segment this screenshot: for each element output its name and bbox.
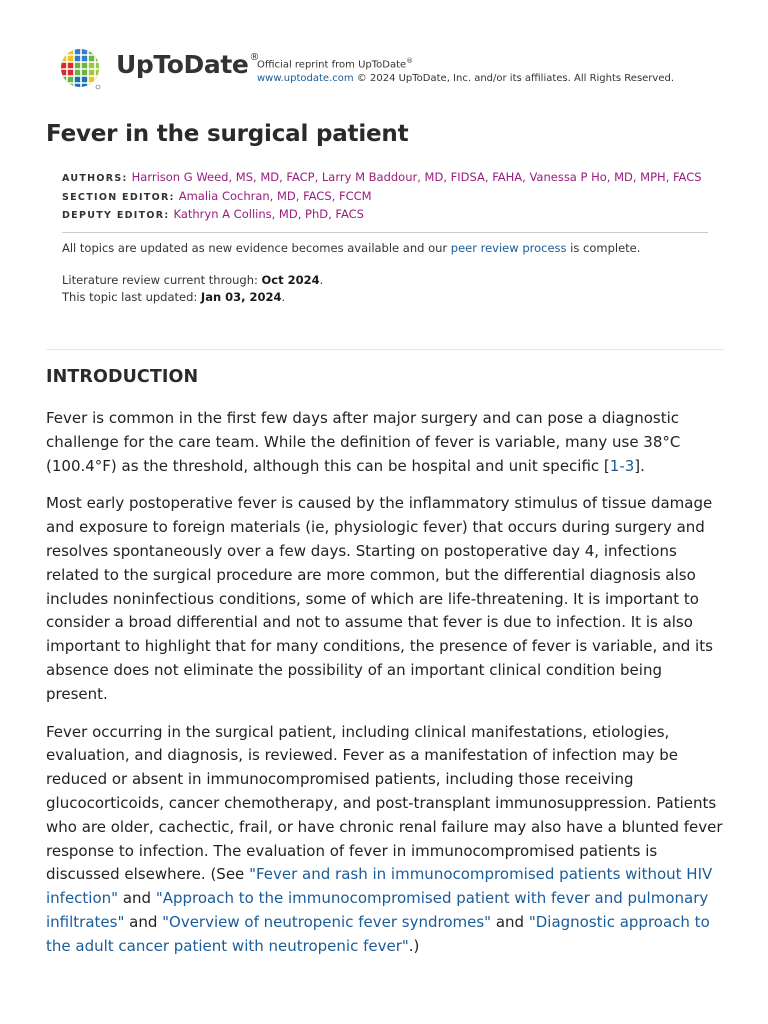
section-divider: [46, 349, 724, 350]
literature-review-label: Literature review current through:: [62, 273, 262, 287]
last-updated-period: .: [281, 290, 286, 304]
page-title: Fever in the surgical patient: [46, 121, 409, 147]
deputy-editor-name[interactable]: Kathryn A Collins, MD, PhD, FACS: [173, 207, 364, 221]
section-editor-name[interactable]: Amalia Cochran, MD, FACS, FCCM: [178, 188, 372, 203]
introduction-heading: INTRODUCTION: [46, 367, 199, 387]
site-header: [60, 46, 740, 90]
conjunction-and: and: [491, 912, 529, 931]
topics-note-prefix: All topics are updated as new evidence becomes available and our: [62, 241, 451, 255]
intro-p3-end: .): [408, 936, 420, 955]
intro-p1-end: ].: [634, 456, 645, 475]
topics-update-note: [62, 241, 640, 255]
authors-names[interactable]: Harrison G Weed, MS, MD, FACP, Larry M Baddour, MD, FIDSA, FAHA, Vanessa P Ho, MD, MPH, FACS: [131, 170, 702, 184]
section-editor-row: [62, 188, 702, 207]
topics-note-suffix: is complete.: [566, 241, 641, 255]
peer-review-process-link[interactable]: peer review process: [450, 241, 567, 255]
divider: [62, 232, 708, 233]
reprint-prefix: Official reprint from UpToDate: [257, 59, 407, 71]
literature-review-date: Oct 2024: [261, 273, 320, 287]
reprint-notice: [257, 54, 674, 86]
uptodate-logo-text[interactable]: [116, 50, 258, 79]
authors-row: [62, 169, 702, 188]
copyright-text: © 2024 UpToDate, Inc. and/or its affiliates. All Rights Reserved.: [356, 73, 675, 85]
website-link[interactable]: www.uptodate.com: [257, 73, 354, 85]
introduction-body: [46, 407, 726, 973]
uptodate-globe-logo-icon: [60, 48, 102, 90]
deputy-editor-row: [62, 206, 702, 225]
section-editor-label: SECTION EDITOR:: [62, 191, 175, 203]
article-byline: [62, 169, 702, 225]
link-fever-rash-immunocompromised[interactable]: "Fever and rash in immunocompromised patients without HIV infection": [46, 865, 713, 908]
intro-paragraph-3: [46, 721, 726, 959]
link-diagnostic-approach-neutropenic-fever[interactable]: "Diagnostic approach to the adult cancer patient with neutropenic fever": [46, 912, 710, 955]
link-approach-immunocompromised-pulmonary[interactable]: "Approach to the immunocompromised patient with fever and pulmonary infiltrates": [46, 889, 709, 931]
intro-p3-text: Fever occurring in the surgical patient, including clinical manifestations, etiologies, evaluation, and diagnosis, is reviewed. Fever as a manifestation of infection may be reduced or absent in immunocompromised patients, including those receiving glucocorticoids, cancer chemotherapy, and post-transplant immunosuppression. Patients who are older, cachectic, frail, or have chronic renal failure may also have a blunted fever response to infection. The evaluation of fever in immunocompromised patients is discussed elsewhere. (See: [46, 722, 723, 884]
deputy-editor-label: DEPUTY EDITOR:: [62, 210, 170, 221]
last-updated-line: [62, 289, 323, 306]
conjunction-and: and: [118, 889, 156, 908]
intro-paragraph-1: [46, 407, 726, 478]
intro-p1-text: Fever is common in the first few days after major surgery and can pose a diagnostic challenge for the care team. While the definition of fever is variable, many use 38°C (100.4°F) as the threshold, although this can be hospital and unit specific [: [46, 409, 681, 475]
conjunction-and: and: [124, 912, 163, 931]
last-updated-label: This topic last updated:: [62, 290, 201, 304]
reference-link-1-3[interactable]: 1-3: [609, 456, 635, 475]
review-dates: [62, 272, 323, 306]
intro-paragraph-2: Most early postoperative fever is caused by the inflammatory stimulus of tissue damage and exposure to foreign materials (ie, physiologic fever) that occurs during surgery and resolves spontaneously over a few days. Starting on postoperative day 4, infections related to the surgical procedure are more common, but the differential diagnosis also includes noninfectious conditions, some of which are life-threatening. It is important to consider a broad differential and not to assume that fever is due to infection. It is also important to highlight that for many conditions, the presence of fever is variable, and its absence does not eliminate the possibility of an important clinical condition being present.: [46, 494, 713, 703]
literature-review-period: .: [319, 273, 324, 287]
reprint-registered-mark: ®: [406, 57, 414, 65]
reprint-line: [257, 54, 674, 72]
link-overview-neutropenic-fever[interactable]: "Overview of neutropenic fever syndromes": [162, 912, 492, 931]
last-updated-date: Jan 03, 2024: [200, 290, 282, 304]
literature-review-line: [62, 272, 323, 289]
logo-text: UpToDate: [116, 50, 249, 79]
authors-label: AUTHORS:: [62, 173, 128, 184]
copyright-line: [257, 72, 674, 86]
registered-mark: ®: [249, 52, 260, 63]
